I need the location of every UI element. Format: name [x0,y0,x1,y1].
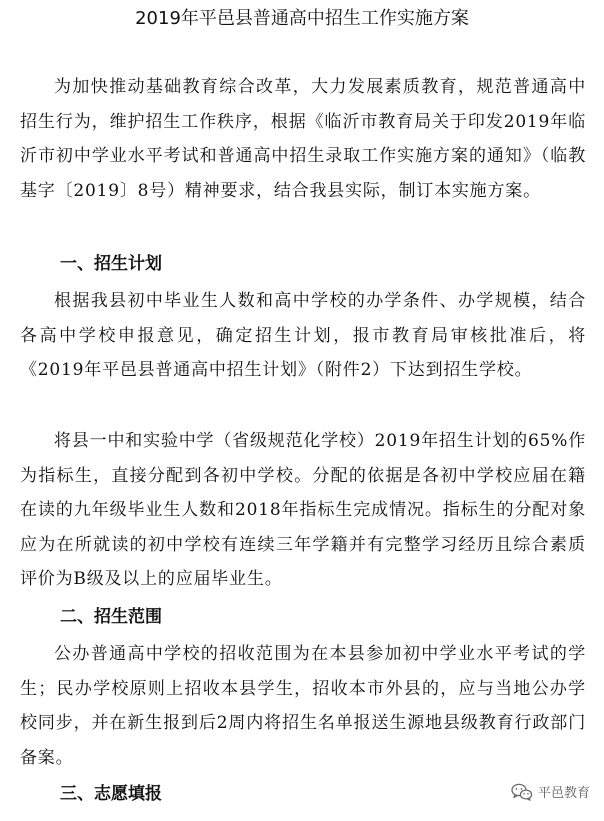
enrollment-plan-paragraph-2: 将县一中和实验中学（省级规范化学校）2019年招生计划的65%作为指标生，直接分配到各初中学校。分配的依据是各初中学校应届在籍在读的九年级毕业生人数和2018年指标生完成情况。指标生的分配对象应为在所就读的初中学校有连续三年学籍并有完整学习经历且综合素质评价为B级及以上的应届毕业生。 [20,431,586,590]
enrollment-plan-paragraph-1: 根据我县初中毕业生人数和高中学校的办学条件、办学规模，结合各高中学校申报意见，确定招生计划，报市教育局审核批准后，将《2019年平邑县普通高中招生计划》（附件2）下达到招生学校。 [20,291,586,381]
wechat-watermark [511,782,590,801]
watermark-text: 平邑教育 [537,786,590,801]
section-heading-enrollment-plan: 一、招生计划 [60,254,162,274]
intro-paragraph: 为加快推动基础教育综合改革，大力发展素质教育，规范普通高中招生行为，维护招生工作秩序，根据《临沂市教育局关于印发2019年临沂市初中学业水平考试和普通高中招生录取工作实施方案的通知》（临教基字〔2019〕8号）精神要求，结合我县实际，制订本实施方案。 [20,77,586,201]
section-heading-application: 三、志愿填报 [60,784,162,804]
document-title: 2019年平邑县普通高中招生工作实施方案 [135,8,469,29]
section-heading-enrollment-scope: 二、招生范围 [60,607,162,627]
enrollment-scope-paragraph: 公办普通高中学校的招收范围为在本县参加初中学业水平考试的学生；民办学校原则上招收本县学生，招收本市外县的，应与当地公办学校同步，并在新生报到后2周内将招生名单报送生源地县级教育行政部门备案。 [20,644,586,768]
wechat-icon [511,783,533,801]
